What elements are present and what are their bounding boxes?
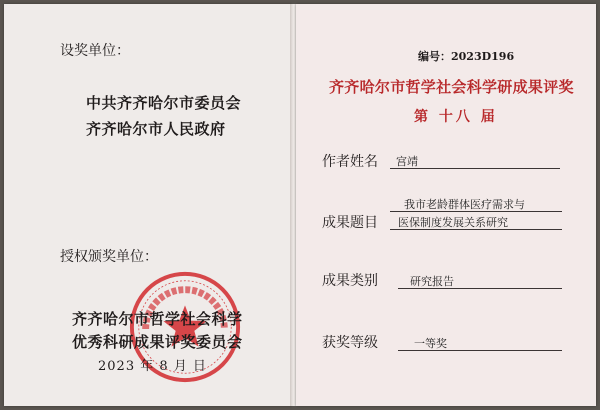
host-unit-label: 设奖单位： xyxy=(60,43,130,59)
category-value: 研究报告 xyxy=(410,275,454,288)
category-label: 成果类别 xyxy=(322,273,378,289)
grade-label: 获奖等级 xyxy=(322,335,378,351)
award-date: 2023 年 8 月 日 xyxy=(98,359,207,374)
author-label: 作者姓名 xyxy=(322,154,378,170)
grade-value: 一等奖 xyxy=(414,337,447,350)
topic-label: 成果题目 xyxy=(322,215,378,231)
category-underline xyxy=(398,288,562,289)
topic-underline-1 xyxy=(390,211,562,212)
grant-org-line-1: 齐齐哈尔市哲学社会科学 xyxy=(72,310,243,328)
topic-underline-2 xyxy=(390,229,562,230)
certificate-serial: 编号：2023D196 xyxy=(418,50,515,63)
certificate-title: 齐齐哈尔市哲学社会科学研成果评奖 xyxy=(329,78,574,96)
topic-value-line-2: 医保制度发展关系研究 xyxy=(398,216,508,229)
topic-value-line-1: 我市老龄群体医疗需求与 xyxy=(404,198,525,211)
grant-unit-label: 授权颁奖单位： xyxy=(60,249,158,265)
host-org-party-committee: 中共齐齐哈尔市委员会 xyxy=(86,94,242,112)
author-value: 宫靖 xyxy=(396,155,418,168)
award-session: 第 十八 届 xyxy=(414,109,498,125)
author-underline xyxy=(390,168,560,169)
grant-org-line-2: 优秀科研成果评奖委员会 xyxy=(72,333,243,351)
grade-underline xyxy=(398,350,562,351)
host-org-government: 齐齐哈尔市人民政府 xyxy=(86,120,226,138)
